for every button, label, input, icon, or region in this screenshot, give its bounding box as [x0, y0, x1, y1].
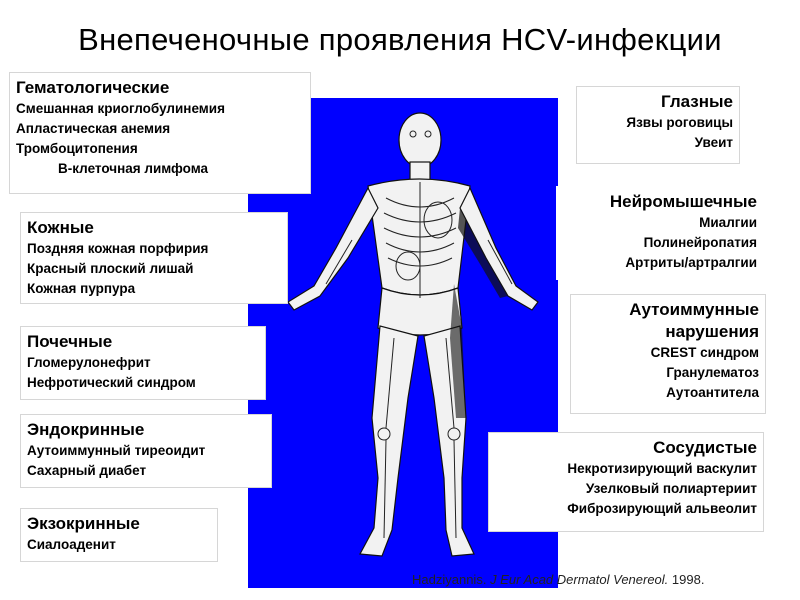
autoimmune-heading: нарушения — [665, 322, 759, 341]
hematologic-item: Апластическая анемия — [16, 121, 171, 136]
neuromuscular-item: Артриты/артралгии — [625, 255, 757, 270]
autoimmune-heading: Аутоиммунные — [629, 300, 759, 319]
slide-title: Внепеченочные проявления HCV-инфекции — [78, 22, 722, 57]
neuromuscular-item: Миалгии — [699, 215, 757, 230]
renal-group — [20, 326, 266, 400]
hematologic-item: B-клеточная лимфома — [58, 161, 209, 176]
ocular-heading: Глазные — [661, 92, 733, 111]
hematologic-heading: Гематологические — [16, 78, 170, 97]
endocrine-heading: Эндокринные — [27, 420, 145, 439]
autoimmune-item: Гранулематоз — [666, 365, 759, 380]
exocrine-group — [20, 508, 218, 562]
vascular-item: Узелковый полиартериит — [585, 481, 757, 496]
skin-item: Красный плоский лишай — [27, 261, 194, 276]
autoimmune-item: Аутоантитела — [666, 385, 759, 400]
citation — [412, 572, 704, 587]
skin-heading: Кожные — [27, 218, 94, 237]
hematologic-item: Смешанная криоглобулинемия — [16, 101, 225, 116]
vascular-item: Фиброзирующий альвеолит — [567, 501, 757, 516]
ocular-group — [576, 86, 740, 164]
neuromuscular-group — [556, 186, 764, 280]
neuromuscular-heading: Нейромышечные — [609, 192, 757, 211]
citation-journal: J Eur Acad Dermatol Venereol. — [490, 572, 669, 587]
skin-item: Кожная пурпура — [27, 281, 136, 296]
exocrine-heading: Экзокринные — [27, 514, 140, 533]
renal-item: Нефротический синдром — [27, 375, 196, 390]
exocrine-item: Сиалоаденит — [27, 537, 116, 552]
hematologic-item: Тромбоцитопения — [16, 141, 138, 156]
endocrine-group — [20, 414, 272, 488]
endocrine-item: Сахарный диабет — [27, 463, 147, 478]
citation-author: Hadziyannis. — [412, 572, 487, 587]
hematologic-group — [9, 72, 311, 194]
autoimmune-item: CREST синдром — [650, 345, 759, 360]
vascular-item: Некротизирующий васкулит — [567, 461, 757, 476]
vascular-heading: Сосудистые — [653, 438, 757, 457]
renal-item: Гломерулонефрит — [27, 355, 151, 370]
renal-heading: Почечные — [27, 332, 113, 351]
autoimmune-group — [570, 294, 766, 414]
vascular-group — [488, 432, 764, 532]
endocrine-item: Аутоиммунный тиреоидит — [27, 443, 206, 458]
ocular-item: Язвы роговицы — [626, 115, 733, 130]
neuromuscular-item: Полинейропатия — [643, 235, 757, 250]
skin-group — [20, 212, 288, 304]
ocular-item: Увеит — [694, 135, 733, 150]
skin-item: Поздняя кожная порфирия — [27, 241, 209, 256]
citation-year: 1998. — [671, 572, 705, 587]
